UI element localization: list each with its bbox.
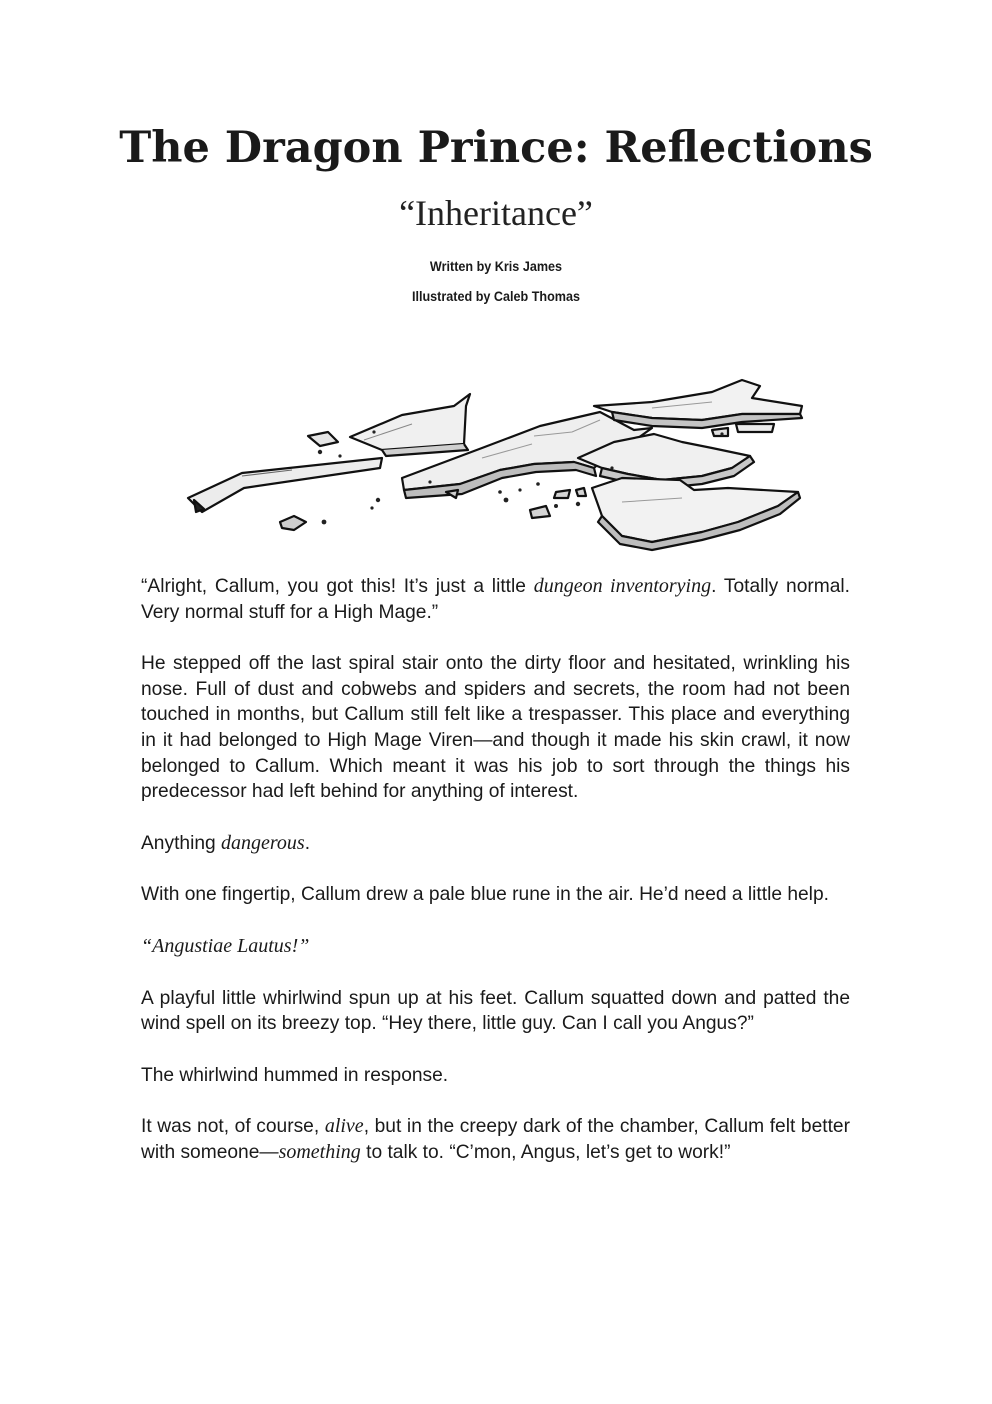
- emphasis-text: something: [278, 1140, 361, 1163]
- text-run: . Totally normal. Very normal stuff for a High Mage.”: [141, 576, 850, 623]
- text-run: to talk to. “C’mon, Angus, let’s get to work!”: [360, 1141, 731, 1163]
- text-run: “Alright, Callum, you got this! It’s just a little: [141, 576, 534, 597]
- emphasis-text: dungeon inventorying: [533, 575, 712, 597]
- text-run: It was not, of course,: [141, 1116, 325, 1138]
- illustrator-credit: Illustrated by Caleb Thomas: [411, 288, 581, 304]
- story-subtitle: “Inheritance”: [399, 193, 593, 233]
- paragraph-2: He stepped off the last spiral stair onto the dirty floor and hesitated, wrinkling his nose. Full of dust and cobwebs and spiders and secrets, the room had not been touched in months, but Callum still felt like a trespasser. This place and everything in it had belonged to High Mage Viren—and though it made his skin crawl, it now belonged to Callum. Which meant it was his job to sort through the things his predecessor had left behind for anything of interest.: [141, 653, 850, 803]
- emphasis-text: dangerous: [221, 831, 305, 854]
- page-title: The Dragon Prince: Reflections: [119, 123, 873, 173]
- emphasis-text: alive: [324, 1115, 364, 1138]
- paragraph-3: [141, 831, 850, 857]
- paragraph-4: With one fingertip, Callum drew a pale blue rune in the air. He’d need a little help.: [141, 884, 829, 906]
- author-credit: Written by Kris James: [429, 258, 563, 274]
- text-run: , but in the creepy dark of the chamber, Callum felt better with someone—: [141, 1116, 850, 1163]
- text-run: .: [304, 832, 311, 854]
- story-body: [141, 574, 850, 1192]
- paragraph-6: A playful little whirlwind spun up at his feet. Callum squatted down and patted the wind spell on its breezy top. “Hey there, little guy. Can I call you Angus?”: [141, 987, 850, 1035]
- paragraph-5: [141, 934, 850, 960]
- paragraph-8: [141, 1114, 850, 1165]
- paragraph-7: The whirlwind hummed in response.: [141, 1064, 449, 1086]
- text-run: Anything: [141, 832, 222, 854]
- paragraph-1: [141, 574, 850, 625]
- shattered-mirror-shards-icon: [182, 372, 812, 557]
- spell-incantation: “Angustiae Lautus!”: [141, 934, 310, 957]
